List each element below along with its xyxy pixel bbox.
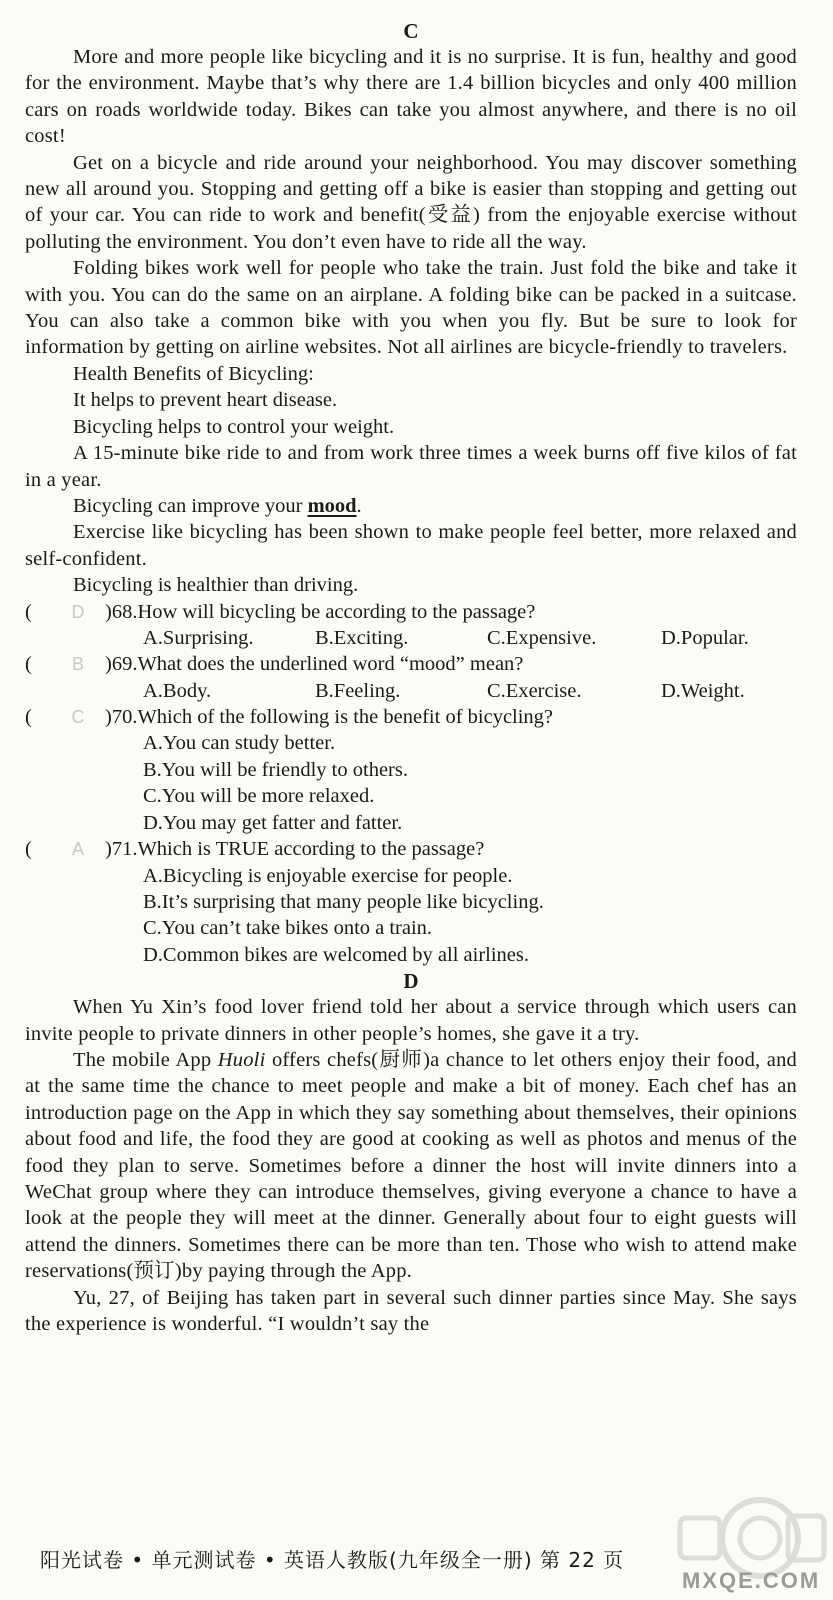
question-69	[25, 651, 797, 677]
underlined-word-mood: mood	[307, 494, 357, 517]
benefits-heading: Health Benefits of Bicycling:	[73, 362, 314, 385]
option-b: B.It’s surprising that many people like bicycling.	[143, 890, 544, 913]
option-d: D.Weight.	[661, 679, 745, 702]
question-stem: )71.Which is TRUE according to the passage?	[105, 838, 485, 861]
option-c: C.You can’t take bikes onto a train.	[143, 917, 433, 940]
option-b: B.You will be friendly to others.	[143, 758, 408, 781]
section-d-title: D	[403, 969, 419, 994]
section-d-paragraph-3: Yu, 27, of Beijing has taken part in several such dinner parties since May. She says the experience is wonderful. “I wouldn’t say the	[25, 1286, 797, 1335]
benefit-heart: It helps to prevent heart disease.	[73, 389, 338, 412]
answer-mark: A	[71, 839, 84, 860]
option-a: A.Bicycling is enjoyable exercise for people.	[143, 864, 513, 887]
question-68	[25, 599, 797, 625]
option-b: B.Exciting.	[315, 626, 409, 649]
option-c: C.You will be more relaxed.	[143, 785, 375, 808]
question-68-options	[25, 625, 797, 651]
section-d-paragraph-2	[25, 1047, 797, 1285]
option-a: A.You can study better.	[143, 732, 336, 755]
app-name-huoli: Huoli	[217, 1048, 266, 1071]
section-c-paragraph-1: More and more people like bicycling and it is no surprise. It is fun, healthy and good for the environment. Maybe that’s why there are 1.4 billion bicycles and only 400 million cars on roads worldwide today. Bikes can take you almost anywhere, and there is no oil cost!	[25, 46, 797, 148]
option-c: C.Exercise.	[487, 679, 582, 702]
option-d: D.Popular.	[661, 626, 749, 649]
question-69-options	[25, 678, 797, 704]
section-d-paragraph-1: When Yu Xin’s food lover friend told her about a service through which users can invite people to private dinners in other people’s homes, she gave it a try.	[25, 996, 797, 1045]
question-71	[25, 836, 797, 862]
answer-paren: (	[25, 653, 32, 676]
answer-mark: C	[71, 707, 85, 728]
benefit-weight: Bicycling helps to control your weight.	[73, 415, 395, 438]
option-a: A.Body.	[143, 679, 212, 702]
benefit-relaxed: Exercise like bicycling has been shown to make people feel better, more relaxed and self-confident.	[25, 521, 797, 570]
answer-paren: (	[25, 838, 32, 861]
benefit-mood	[25, 493, 797, 519]
question-70	[25, 704, 797, 730]
answer-mark: D	[71, 601, 85, 622]
answer-paren: (	[25, 706, 32, 729]
answer-paren: (	[25, 600, 32, 623]
exam-page	[25, 18, 797, 1337]
benefit-mood-suffix: .	[356, 494, 362, 517]
question-stem: )69.What does the underlined word “mood” mean?	[105, 653, 524, 676]
benefit-mood-prefix: Bicycling can improve your	[73, 494, 308, 517]
answer-mark: B	[71, 654, 84, 675]
option-d: D.You may get fatter and fatter.	[143, 811, 403, 834]
paragraph-2-body: offers chefs(厨师)a chance to let others enjoy their food, and at the same time the chance to meet people and make a bit of money. Each chef has an introduction page on the App in which they say something about themselves, their opinions about food and life, the food they are good at cooking as well as photos and menus of the food they plan to serve. Sometimes before a dinner the host will invite dinners into a WeChat group where they can introduce themselves, giving everyone a chance to have a look at the people they will meet at the dinner. Generally about four to eight guests will attend the dinners. Sometimes there can be more than ten. Those who wish to attend make reservations(预订)by paying through the App.	[25, 1048, 798, 1283]
benefit-fat: A 15-minute bike ride to and from work three times a week burns off five kilos of fat in a year.	[25, 442, 797, 491]
section-c-paragraph-2: Get on a bicycle and ride around your neighborhood. You may discover something new all around you. Stopping and getting off a bike is easier than stopping and getting out of your car. You can ride to work and benefit(受益) from the enjoyable exercise without polluting the environment. You don’t even have to ride all the way.	[25, 151, 797, 253]
watermark-text: MXQE.COM	[682, 1568, 821, 1593]
option-c: C.Expensive.	[487, 626, 597, 649]
section-c-paragraph-3: Folding bikes work well for people who take the train. Just fold the bike and take it with you. You can do the same on an airplane. A folding bike can be packed in a suitcase. You can also take a common bike with you when you fly. But be sure to look for information by getting on airline websites. Not all airlines are bicycle-friendly to travelers.	[25, 257, 797, 359]
paragraph-2-prefix: The mobile App	[73, 1048, 218, 1071]
option-d: D.Common bikes are welcomed by all airlines.	[143, 943, 529, 966]
page-footer: 阳光试卷 • 单元测试卷 • 英语人教版(九年级全一册) 第 22 页	[40, 1548, 625, 1572]
question-stem: )68.How will bicycling be according to the passage?	[105, 600, 536, 623]
option-a: A.Surprising.	[143, 626, 254, 649]
section-c-title: C	[403, 19, 419, 43]
option-b: B.Feeling.	[315, 679, 401, 702]
benefit-driving: Bicycling is healthier than driving.	[73, 574, 359, 597]
question-stem: )70.Which of the following is the benefit of bicycling?	[105, 706, 554, 729]
